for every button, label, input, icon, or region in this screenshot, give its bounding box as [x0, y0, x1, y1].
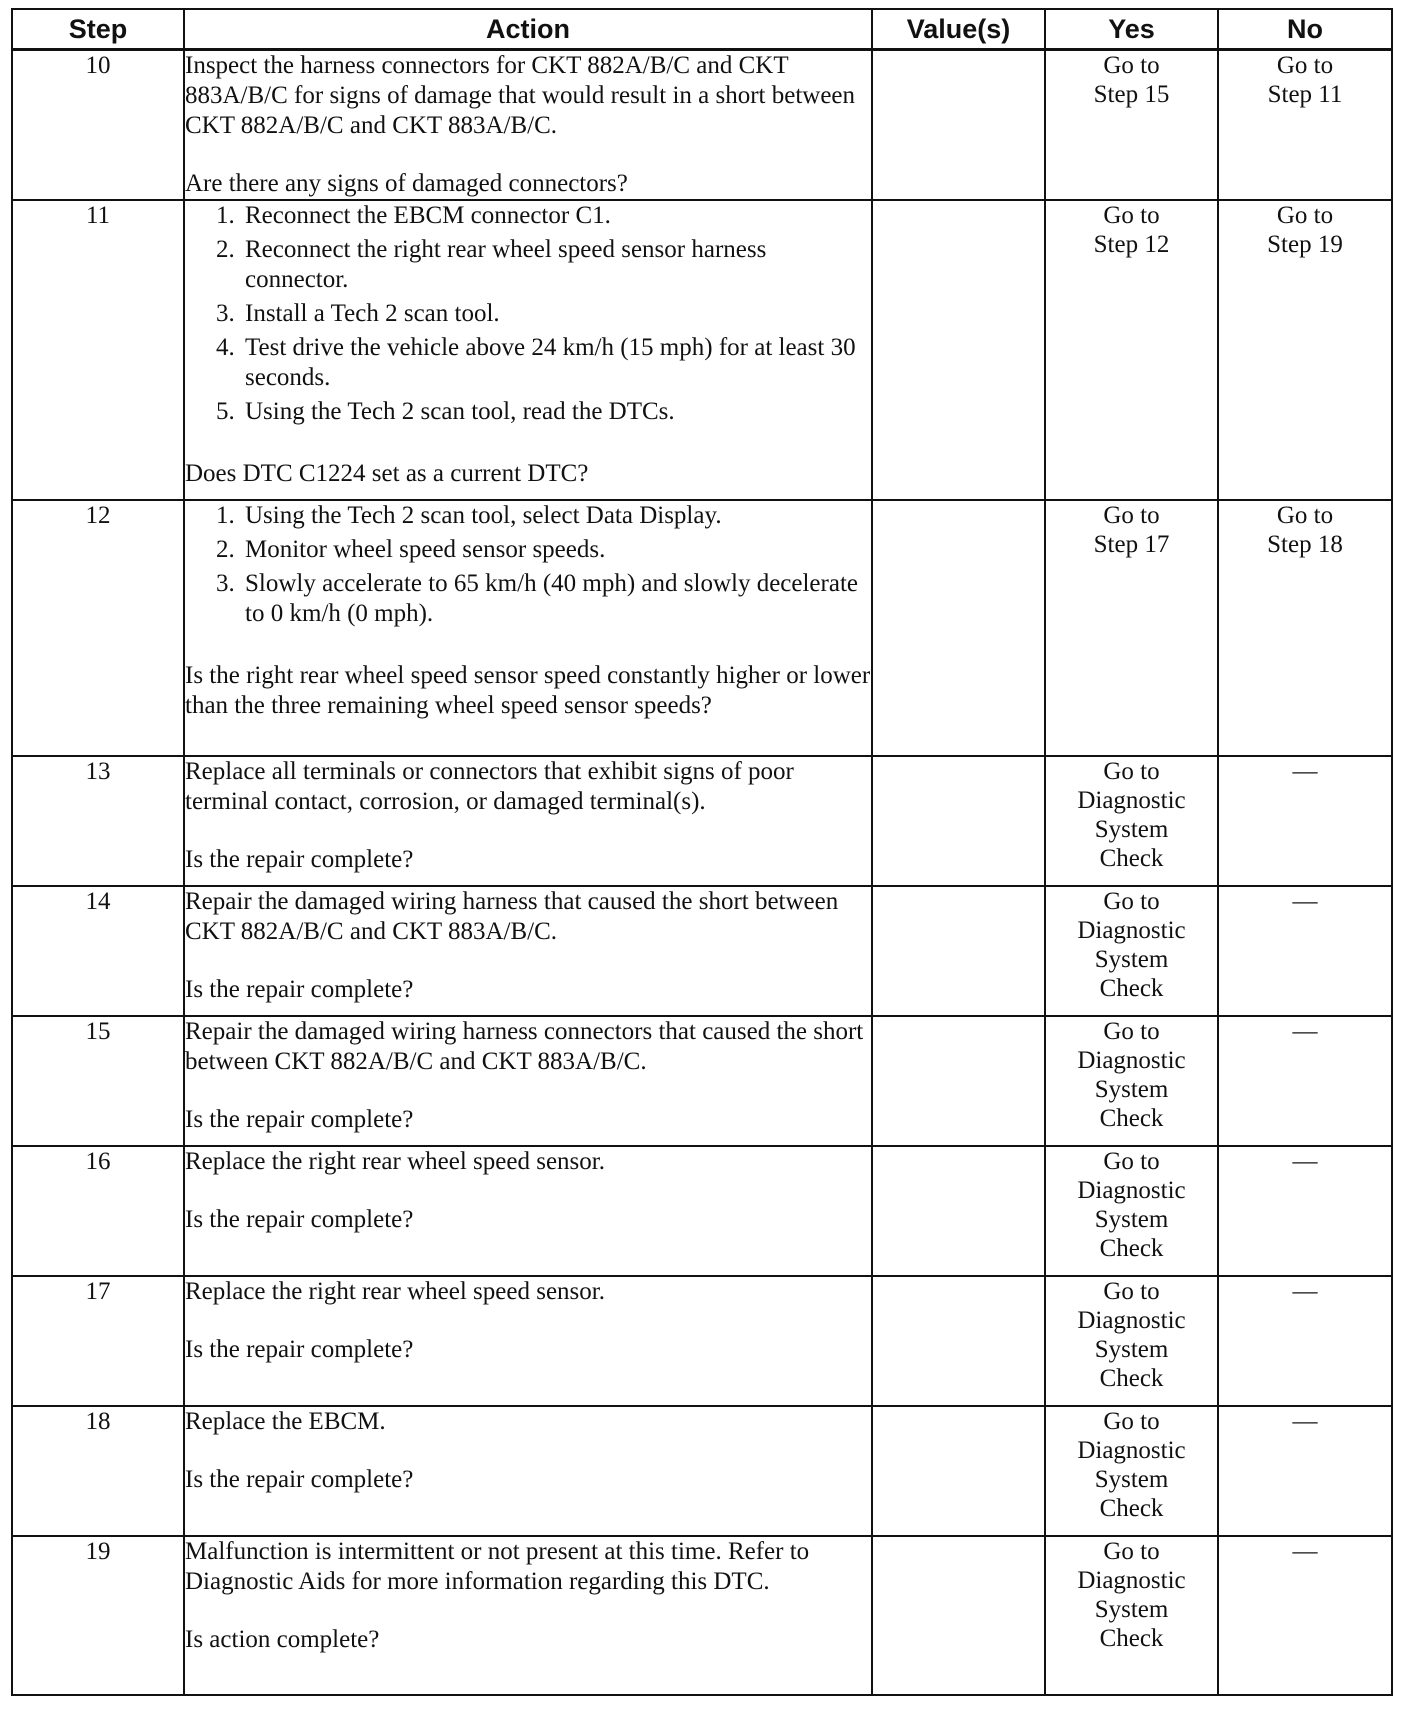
table-row — [12, 500, 1392, 756]
values-cell — [872, 200, 1045, 500]
no-line: Go to — [1276, 502, 1334, 529]
no-line: Go to — [1276, 52, 1334, 79]
yes-cell — [1045, 1406, 1218, 1536]
action-question: Is the repair complete? — [185, 976, 414, 1003]
step-number: 15 — [12, 1016, 184, 1146]
substep-item: 4. Test drive the vehicle above 24 km/h (15 mph) for at least 30 seconds. — [241, 333, 871, 393]
no-line: Step 19 — [1267, 231, 1343, 258]
yes-line: Check — [1099, 845, 1164, 872]
table-row — [12, 756, 1392, 886]
table-row — [12, 1016, 1392, 1146]
step-number: 13 — [12, 756, 184, 886]
yes-cell — [1045, 200, 1218, 500]
yes-line: Diagnostic — [1077, 1047, 1186, 1074]
no-dash: — — [1292, 1408, 1318, 1435]
values-cell — [872, 500, 1045, 756]
yes-line: Check — [1099, 1625, 1164, 1652]
yes-cell — [1045, 886, 1218, 1016]
table-row — [12, 1536, 1392, 1695]
yes-line: System — [1094, 1206, 1169, 1233]
yes-line: Diagnostic — [1077, 1437, 1186, 1464]
table-body — [12, 50, 1392, 1696]
yes-line: Go to — [1103, 1278, 1160, 1305]
action-question: Is action complete? — [185, 1626, 380, 1653]
no-dash: — — [1292, 758, 1318, 785]
step-number: 16 — [12, 1146, 184, 1276]
values-cell — [872, 1146, 1045, 1276]
action-instruction: Repair the damaged wiring harness that caused the short between CKT 882A/B/C and CKT 883A/B/C. — [185, 888, 839, 945]
spacer — [185, 1597, 871, 1625]
yes-cell — [1045, 756, 1218, 886]
action-cell — [184, 1146, 872, 1276]
substep-list — [185, 201, 871, 427]
action-cell — [184, 756, 872, 886]
action-cell — [184, 500, 872, 756]
yes-line: System — [1094, 1076, 1169, 1103]
yes-line: Go to — [1103, 502, 1160, 529]
yes-cell — [1045, 1276, 1218, 1406]
spacer — [185, 817, 871, 845]
diagnostic-table — [11, 8, 1393, 1696]
yes-cell — [1045, 50, 1218, 201]
table-row — [12, 1406, 1392, 1536]
values-cell — [872, 1406, 1045, 1536]
no-dash: — — [1292, 1018, 1318, 1045]
table-row — [12, 1146, 1392, 1276]
action-cell — [184, 200, 872, 500]
action-cell — [184, 1276, 872, 1406]
step-number: 14 — [12, 886, 184, 1016]
spacer — [185, 1437, 871, 1465]
spacer — [185, 947, 871, 975]
values-cell — [872, 1016, 1045, 1146]
substep-item: 2. Reconnect the right rear wheel speed sensor harness connector. — [241, 235, 871, 295]
yes-line: System — [1094, 1596, 1169, 1623]
action-question: Are there any signs of damaged connectors? — [185, 170, 628, 197]
no-cell — [1218, 1536, 1392, 1695]
no-dash: — — [1292, 1278, 1318, 1305]
action-instruction: Repair the damaged wiring harness connectors that caused the short between CKT 882A/B/C and CKT 883A/B/C. — [185, 1018, 864, 1075]
action-instruction: Inspect the harness connectors for CKT 882A/B/C and CKT 883A/B/C for signs of damage that would result in a short between CKT 882A/B/C and CKT 883A/B/C. — [185, 52, 856, 139]
yes-line: System — [1094, 1336, 1169, 1363]
action-question: Is the repair complete? — [185, 1466, 414, 1493]
yes-line: Step 17 — [1093, 531, 1170, 558]
substep-item: 3. Install a Tech 2 scan tool. — [241, 299, 871, 329]
no-cell — [1218, 1406, 1392, 1536]
action-cell — [184, 1016, 872, 1146]
yes-line: Check — [1099, 1235, 1164, 1262]
no-cell — [1218, 886, 1392, 1016]
values-cell — [872, 1276, 1045, 1406]
no-cell — [1218, 1276, 1392, 1406]
action-cell — [184, 50, 872, 201]
table-row — [12, 886, 1392, 1016]
yes-line: Go to — [1103, 1538, 1160, 1565]
action-question: Is the repair complete? — [185, 1336, 414, 1363]
substep-item: 2. Monitor wheel speed sensor speeds. — [241, 535, 871, 565]
yes-line: System — [1094, 1466, 1169, 1493]
action-question: Is the right rear wheel speed sensor speed constantly higher or lower than the three remaining wheel speed sensor speeds? — [185, 662, 871, 719]
no-cell — [1218, 1146, 1392, 1276]
yes-line: Diagnostic — [1077, 1567, 1186, 1594]
yes-line: Go to — [1103, 888, 1160, 915]
yes-line: Step 15 — [1093, 81, 1170, 108]
no-line: Go to — [1276, 202, 1334, 229]
yes-line: Check — [1099, 1365, 1164, 1392]
yes-line: Diagnostic — [1077, 917, 1186, 944]
step-number: 11 — [12, 200, 184, 500]
action-question: Is the repair complete? — [185, 1206, 414, 1233]
yes-line: Go to — [1103, 1018, 1160, 1045]
diagnostic-page — [11, 8, 1391, 1696]
yes-line: Step 12 — [1093, 231, 1170, 258]
values-cell — [872, 756, 1045, 886]
table-row — [12, 50, 1392, 201]
no-cell — [1218, 500, 1392, 756]
header-row — [12, 9, 1392, 50]
no-line: Step 11 — [1267, 81, 1343, 108]
values-cell — [872, 50, 1045, 201]
yes-cell — [1045, 1016, 1218, 1146]
no-cell — [1218, 1016, 1392, 1146]
header-action: Action — [184, 9, 872, 50]
step-number: 17 — [12, 1276, 184, 1406]
substep-item: 1. Reconnect the EBCM connector C1. — [241, 201, 871, 231]
action-instruction: Replace the right rear wheel speed sensor. — [185, 1278, 605, 1305]
no-line: Step 18 — [1267, 531, 1343, 558]
spacer — [185, 141, 871, 169]
action-cell — [184, 1536, 872, 1695]
action-instruction: Malfunction is intermittent or not present at this time. Refer to Diagnostic Aids for more information regarding this DTC. — [185, 1538, 810, 1595]
no-dash: — — [1292, 1148, 1318, 1175]
header-yes: Yes — [1045, 9, 1218, 50]
values-cell — [872, 886, 1045, 1016]
step-number: 19 — [12, 1536, 184, 1695]
substep-item: 1. Using the Tech 2 scan tool, select Data Display. — [241, 501, 871, 531]
yes-line: Go to — [1103, 1408, 1160, 1435]
table-row — [12, 200, 1392, 500]
header-no: No — [1218, 9, 1392, 50]
yes-line: Check — [1099, 1495, 1164, 1522]
substep-item: 5. Using the Tech 2 scan tool, read the DTCs. — [241, 397, 871, 427]
yes-cell — [1045, 1146, 1218, 1276]
yes-line: Diagnostic — [1077, 1307, 1186, 1334]
substep-list — [185, 501, 871, 629]
spacer — [185, 1077, 871, 1105]
action-instruction: Replace all terminals or connectors that exhibit signs of poor terminal contact, corrosion, or damaged terminal(s). — [185, 758, 794, 815]
yes-line: Check — [1099, 975, 1164, 1002]
action-cell — [184, 886, 872, 1016]
yes-line: Go to — [1103, 1148, 1160, 1175]
spacer — [185, 1307, 871, 1335]
yes-cell — [1045, 500, 1218, 756]
action-instruction: Replace the EBCM. — [185, 1408, 386, 1435]
values-cell — [872, 1536, 1045, 1695]
yes-line: System — [1094, 816, 1169, 843]
yes-line: Diagnostic — [1077, 1177, 1186, 1204]
step-number: 18 — [12, 1406, 184, 1536]
action-instruction: Replace the right rear wheel speed sensor. — [185, 1148, 605, 1175]
yes-line: Go to — [1103, 52, 1160, 79]
action-question: Does DTC C1224 set as a current DTC? — [185, 460, 589, 487]
no-dash: — — [1292, 888, 1318, 915]
no-dash: — — [1292, 1538, 1318, 1565]
no-cell — [1218, 756, 1392, 886]
action-question: Is the repair complete? — [185, 1106, 414, 1133]
substep-item: 3. Slowly accelerate to 65 km/h (40 mph) and slowly decelerate to 0 km/h (0 mph). — [241, 569, 871, 629]
spacer — [185, 633, 871, 661]
step-number: 12 — [12, 500, 184, 756]
header-step: Step — [12, 9, 184, 50]
spacer — [185, 1177, 871, 1205]
header-values: Value(s) — [872, 9, 1045, 50]
no-cell — [1218, 50, 1392, 201]
action-cell — [184, 1406, 872, 1536]
yes-line: System — [1094, 946, 1169, 973]
table-row — [12, 1276, 1392, 1406]
yes-cell — [1045, 1536, 1218, 1695]
no-cell — [1218, 200, 1392, 500]
step-number: 10 — [12, 50, 184, 201]
yes-line: Check — [1099, 1105, 1164, 1132]
yes-line: Diagnostic — [1077, 787, 1186, 814]
yes-line: Go to — [1103, 758, 1160, 785]
spacer — [185, 431, 871, 459]
action-question: Is the repair complete? — [185, 846, 414, 873]
yes-line: Go to — [1103, 202, 1160, 229]
